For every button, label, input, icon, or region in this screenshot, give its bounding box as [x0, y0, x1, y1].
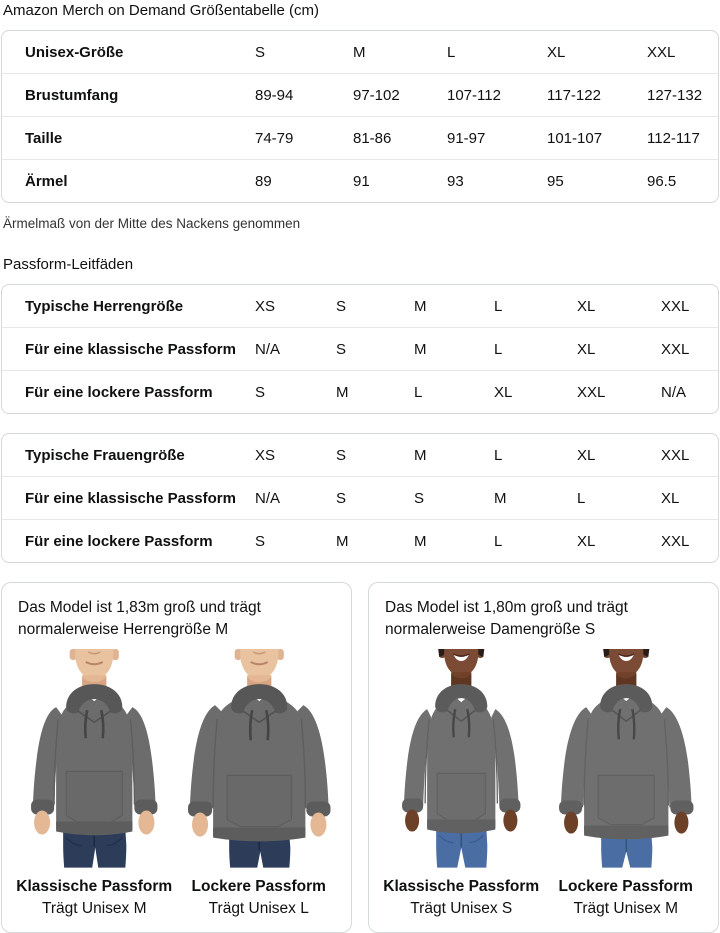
size-cell: S [255, 383, 266, 401]
table-row [2, 159, 718, 202]
size-cell: M [353, 43, 366, 61]
size-cell: 95 [547, 172, 564, 190]
unisex-size-table [1, 30, 719, 203]
size-cell: S [414, 489, 425, 507]
row-label: Ärmel [25, 172, 68, 190]
table-row [2, 285, 718, 327]
size-cell: M [336, 383, 349, 401]
female-model-classic-photo [381, 649, 542, 868]
size-cell: XXL [647, 43, 676, 61]
fit-label: Klassische Passform [16, 877, 173, 895]
size-cell: 127-132 [647, 86, 703, 104]
size-cell: L [494, 532, 503, 550]
row-label: Brustumfang [25, 86, 119, 104]
size-cell: M [414, 532, 427, 550]
fit-guides-title: Passform-Leitfäden [3, 256, 134, 273]
size-cell: S [336, 446, 347, 464]
size-cell: 91-97 [447, 129, 486, 147]
row-label: Für eine lockere Passform [25, 532, 213, 550]
size-cell: S [336, 489, 347, 507]
model-card-heading: Das Model ist 1,83m groß und trägt normalerweise Herrengröße M [18, 599, 261, 638]
size-cell: XL [577, 446, 596, 464]
size-cell: 81-86 [353, 129, 392, 147]
table-row [2, 73, 718, 116]
size-label: Trägt Unisex M [41, 899, 147, 917]
size-cell: L [414, 383, 423, 401]
model-cards [1, 582, 719, 933]
size-cell: XL [661, 489, 680, 507]
size-cell: S [336, 340, 347, 358]
size-cell: XXL [661, 297, 690, 315]
size-cell: XL [577, 297, 596, 315]
model-figure-loose [179, 649, 340, 918]
row-label: Taille [25, 129, 63, 147]
size-cell: 91 [353, 172, 370, 190]
size-cell: L [494, 297, 503, 315]
size-cell: S [255, 532, 266, 550]
size-cell: 112-117 [647, 129, 700, 147]
row-label: Unisex-Größe [25, 43, 124, 61]
male-model-classic-photo [14, 649, 175, 868]
row-label: Typische Herrengröße [25, 297, 184, 315]
fit-label: Klassische Passform [383, 877, 540, 895]
size-cell: M [414, 297, 427, 315]
size-cell: XL [547, 43, 566, 61]
fit-label: Lockere Passform [191, 877, 326, 895]
male-model-card [1, 582, 352, 933]
sleeve-measure-note: Ärmelmaß von der Mitte des Nackens genommen [3, 216, 301, 231]
size-cell: 89 [255, 172, 272, 190]
model-figures [14, 649, 339, 918]
size-cell: 117-122 [547, 86, 601, 104]
size-cell: 96.5 [647, 172, 677, 190]
size-cell: 97-102 [353, 86, 400, 104]
table-row [2, 476, 718, 519]
row-label: Typische Frauengröße [25, 446, 185, 464]
size-cell: L [494, 446, 503, 464]
table-row [2, 327, 718, 370]
mens-fit-table [1, 284, 719, 414]
page-title: Amazon Merch on Demand Größentabelle (cm) [3, 2, 319, 19]
row-label: Für eine klassische Passform [25, 340, 236, 358]
model-figure-classic [381, 649, 542, 918]
size-cell: 93 [447, 172, 464, 190]
size-cell: XXL [661, 446, 690, 464]
model-figure-classic [14, 649, 175, 918]
size-cell: M [494, 489, 507, 507]
model-figure-loose [546, 649, 707, 918]
table-row [2, 116, 718, 159]
size-cell: L [494, 340, 503, 358]
model-figures [381, 649, 706, 918]
male-model-loose-photo [179, 649, 340, 868]
size-cell: N/A [255, 489, 281, 507]
size-cell: XL [494, 383, 513, 401]
size-cell: L [577, 489, 586, 507]
size-cell: N/A [255, 340, 281, 358]
female-model-card [368, 582, 719, 933]
size-cell: 101-107 [547, 129, 603, 147]
table-row [2, 434, 718, 476]
table-row [2, 370, 718, 413]
size-label: Trägt Unisex M [573, 899, 678, 917]
size-cell: 107-112 [447, 86, 501, 104]
size-cell: 74-79 [255, 129, 294, 147]
size-cell: 89-94 [255, 86, 294, 104]
model-card-heading: Das Model ist 1,80m groß und trägt normalerweise Damengröße S [385, 599, 628, 638]
size-cell: XS [255, 297, 276, 315]
size-cell: M [414, 446, 427, 464]
fit-label: Lockere Passform [558, 877, 693, 895]
row-label: Für eine klassische Passform [25, 489, 236, 507]
female-model-loose-photo [546, 649, 707, 868]
size-cell: XS [255, 446, 276, 464]
size-cell: XL [577, 340, 596, 358]
size-cell: L [447, 43, 456, 61]
size-cell: S [336, 297, 347, 315]
row-label: Für eine lockere Passform [25, 383, 213, 401]
size-cell: M [414, 340, 427, 358]
size-cell: N/A [661, 383, 687, 401]
size-cell: M [336, 532, 349, 550]
size-cell: XXL [577, 383, 606, 401]
table-row [2, 31, 718, 73]
size-cell: XL [577, 532, 596, 550]
size-label: Trägt Unisex L [208, 899, 309, 917]
size-cell: XXL [661, 340, 690, 358]
size-cell: S [255, 43, 266, 61]
table-row [2, 519, 718, 562]
size-label: Trägt Unisex S [410, 899, 513, 917]
size-cell: XXL [661, 532, 690, 550]
womens-fit-table [1, 433, 719, 563]
